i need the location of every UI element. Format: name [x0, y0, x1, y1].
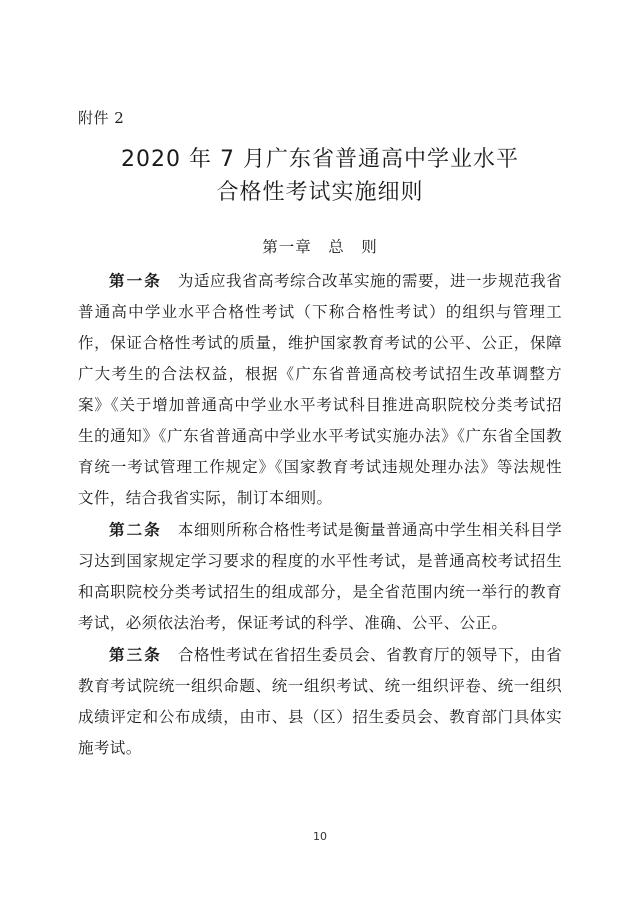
attachment-label: 附件 2: [78, 109, 125, 127]
article-paragraph-2: [78, 514, 562, 639]
article-paragraph-3: [78, 639, 562, 764]
article-text-1: 为适应我省高考综合改革实施的需要，进一步规范我省普通高中学业水平合格性考试（下称合格性考试）的组织与管理工作，保证合格性考试的质量，维护国家教育考试的公平、公正，保障广大考生的合法权益，根据《广东省普通高校考试招生改革调整方案》《关于增加普通高中学业水平考试科目推进高职院校分类考试招生的通知》《广东省普通高中学业水平考试实施办法》《广东省全国教育统一考试管理工作规定》《国家教育考试违规处理办法》等法规性文件，结合我省实际，制订本细则。: [78, 272, 562, 507]
title-line-1: 2020 年 7 月广东省普通高中学业水平: [121, 147, 519, 172]
article-lead-3: 第三条: [109, 645, 162, 664]
article-lead-1: 第一条: [109, 271, 162, 290]
article-text-3: 合格性考试在省招生委员会、省教育厅的领导下，由省教育考试院统一组织命题、统一组织考试、统一组织评卷、统一组织成绩评定和公布成绩，由市、县（区）招生委员会、教育部门具体实施考试。: [78, 646, 562, 757]
article-lead-2: 第二条: [109, 520, 162, 539]
article-paragraph-1: [78, 265, 562, 514]
page-title: [78, 143, 562, 209]
title-line-2: 合格性考试实施细则: [216, 180, 424, 205]
page-number: 10: [313, 830, 327, 843]
article-text-2: 本细则所称合格性考试是衡量普通高中学生相关科目学习达到国家规定学习要求的程度的水平性考试，是普通高校考试招生和高职院校分类考试招生的组成部分，是全省范围内统一举行的教育考试，必须依法治考，保证考试的科学、准确、公平、公正。: [78, 521, 562, 632]
chapter-heading: 第一章 总 则: [262, 238, 378, 256]
